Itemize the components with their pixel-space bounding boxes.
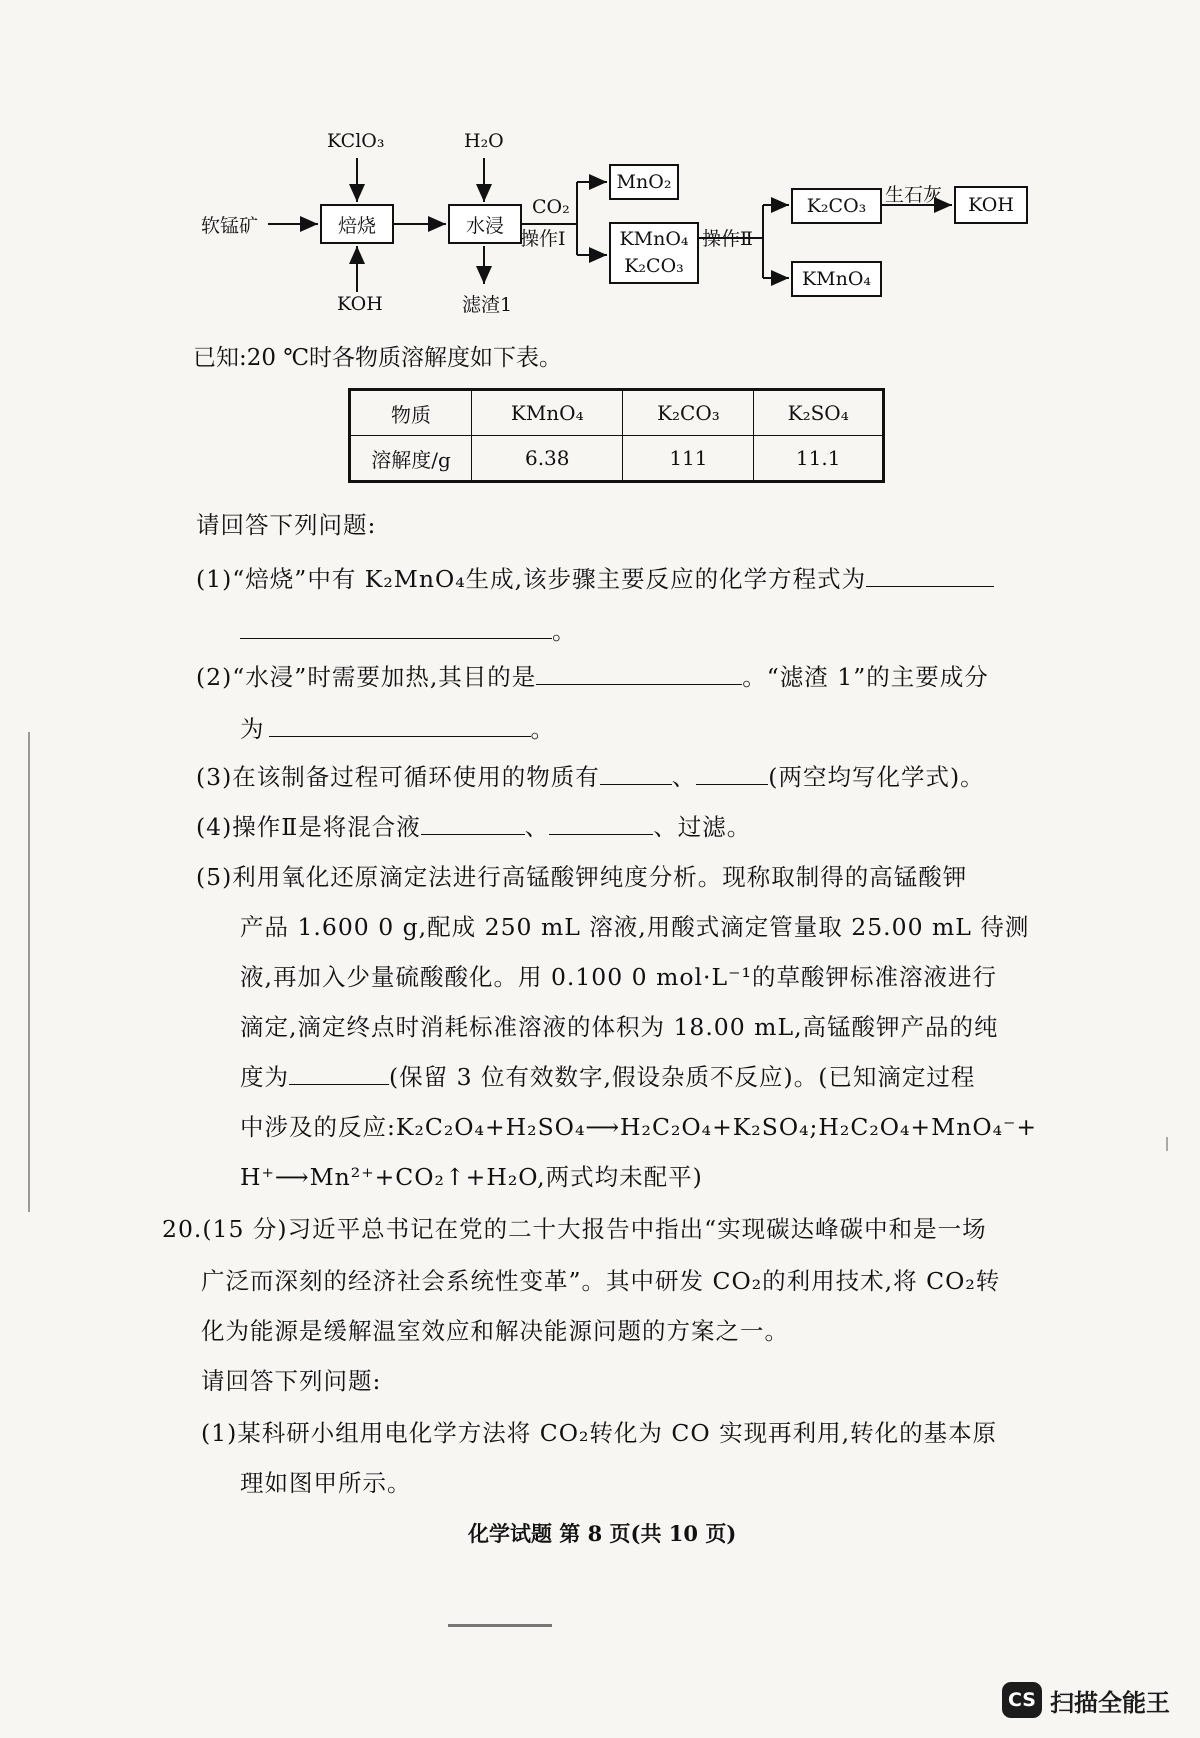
kmno4-product-box: KMnO₄	[791, 261, 882, 297]
scan-edge-mark	[1166, 1137, 1168, 1151]
question-5-line-5	[240, 1058, 975, 1092]
table-cell: 6.38	[472, 436, 623, 482]
question-1-text: (1)“焙烧”中有 K₂MnO₄生成,该步骤主要反应的化学方程式为	[196, 565, 867, 593]
mno2-box: MnO₂	[609, 164, 679, 200]
camscanner-logo-icon: CS	[1002, 1682, 1042, 1718]
question-20-line-1: 20.(15 分)习近平总书记在党的二十大报告中指出“实现碳达峰碳中和是一场	[162, 1215, 987, 1243]
table-row	[350, 436, 884, 482]
scan-edge-mark	[28, 732, 30, 1212]
question-2-text: (2)“水浸”时需要加热,其目的是	[196, 663, 537, 691]
question-4-line	[196, 808, 751, 842]
mixture-k2co3: K₂CO₃	[624, 255, 684, 277]
process-flowchart	[0, 0, 1200, 340]
question-3-text: (3)在该制备过程可循环使用的物质有	[196, 763, 600, 791]
question-20-part-1-line-2: 理如图甲所示。	[240, 1469, 412, 1497]
koh-reagent-label: KOH	[337, 293, 383, 315]
solubility-table	[348, 388, 885, 483]
question-4-text: (4)操作Ⅱ是将混合液	[196, 813, 421, 841]
answer-blank[interactable]	[240, 616, 552, 639]
table-cell: 111	[623, 436, 754, 482]
answer-blank[interactable]	[289, 1062, 389, 1085]
question-5-line-3: 液,再加入少量硫酸酸化。用 0.100 0 mol·L⁻¹的草酸钾标准溶液进行	[240, 963, 997, 991]
table-cell: 溶解度/g	[350, 436, 472, 482]
table-header-cell: K₂CO₃	[623, 390, 754, 436]
watermark-text: 扫描全能王	[1050, 1688, 1170, 1717]
raw-material-label: 软锰矿	[201, 215, 259, 237]
question-5-line-6: 中涉及的反应:K₂C₂O₄+H₂SO₄⟶H₂C₂O₄+K₂SO₄;H₂C₂O₄+MnO₄⁻+	[240, 1113, 1038, 1141]
residue-label: 滤渣1	[462, 294, 513, 316]
question-5-line-4: 滴定,滴定终点时消耗标准溶液的体积为 18.00 mL,高锰酸钾产品的纯	[240, 1013, 999, 1041]
table-header-cell: K₂SO₄	[754, 390, 884, 436]
question-4-text-2: 、过滤。	[653, 813, 752, 841]
question-2-text-2: 。“滤渣 1”的主要成分	[742, 663, 989, 691]
table-cell: 11.1	[754, 436, 884, 482]
scanner-watermark	[1002, 1682, 1170, 1718]
answer-blank[interactable]	[421, 812, 525, 835]
question-1-line-2	[240, 612, 577, 646]
answer-blank[interactable]	[866, 564, 994, 587]
question-5-text: 度为	[240, 1063, 289, 1091]
answer-blank[interactable]	[696, 762, 768, 785]
mixture-kmno4: KMnO₄	[619, 228, 689, 250]
table-header-cell: 物质	[350, 390, 472, 436]
question-5-text-2: (保留 3 位有效数字,假设杂质不反应)。(已知滴定过程	[389, 1063, 976, 1091]
questions-intro: 请回答下列问题:	[196, 511, 377, 539]
question-20-line-3: 化为能源是缓解温室效应和解决能源问题的方案之一。	[201, 1317, 789, 1345]
flowchart-arrows	[0, 0, 1200, 340]
answer-blank[interactable]	[269, 714, 531, 737]
known-condition-text: 已知:20 ℃时各物质溶解度如下表。	[193, 345, 563, 371]
table-header-row	[350, 390, 884, 436]
koh-product-box: KOH	[954, 186, 1028, 224]
table-header-cell: KMnO₄	[472, 390, 623, 436]
question-3-line	[196, 758, 985, 792]
divider	[448, 1624, 552, 1627]
question-5-line-1: (5)利用氧化还原滴定法进行高锰酸钾纯度分析。现称取制得的高锰酸钾	[196, 863, 968, 891]
mixture-box	[609, 222, 699, 284]
page-footer: 化学试题 第 8 页(共 10 页)	[468, 1521, 737, 1546]
punctuation: 。	[552, 617, 577, 645]
question-2-line-2	[240, 710, 555, 744]
separator: 、	[524, 813, 550, 841]
punctuation: 。	[530, 715, 555, 743]
question-2-line-1	[196, 658, 989, 692]
question-2-text-3: 为	[240, 715, 265, 743]
k2co3-box: K₂CO₃	[791, 188, 882, 224]
leach-step-box: 水浸	[448, 204, 522, 244]
question-3-text-2: (两空均写化学式)。	[768, 763, 985, 791]
water-label: H₂O	[464, 130, 504, 152]
kclo3-label: KClO₃	[327, 130, 385, 152]
quicklime-label: 生石灰	[885, 184, 943, 206]
question-1-line-1	[196, 560, 994, 594]
answer-blank[interactable]	[549, 812, 653, 835]
answer-blank[interactable]	[600, 762, 672, 785]
question-20-intro: 请回答下列问题:	[201, 1367, 382, 1395]
operation-2-label: 操作Ⅱ	[702, 228, 753, 250]
question-20-line-2: 广泛而深刻的经济社会系统性变革”。其中研发 CO₂的利用技术,将 CO₂转	[201, 1267, 1001, 1295]
separator: 、	[671, 763, 697, 791]
roast-step-box: 焙烧	[320, 204, 394, 244]
operation-1-label: 操作Ⅰ	[520, 228, 566, 250]
question-20-part-1-line-1: (1)某科研小组用电化学方法将 CO₂转化为 CO 实现再利用,转化的基本原	[201, 1419, 998, 1447]
question-5-line-2: 产品 1.600 0 g,配成 250 mL 溶液,用酸式滴定管量取 25.00 mL 待测	[240, 913, 1030, 941]
question-5-line-7: H⁺⟶Mn²⁺+CO₂↑+H₂O,两式均未配平)	[240, 1163, 703, 1191]
co2-label: CO₂	[532, 196, 570, 218]
answer-blank[interactable]	[536, 662, 742, 685]
